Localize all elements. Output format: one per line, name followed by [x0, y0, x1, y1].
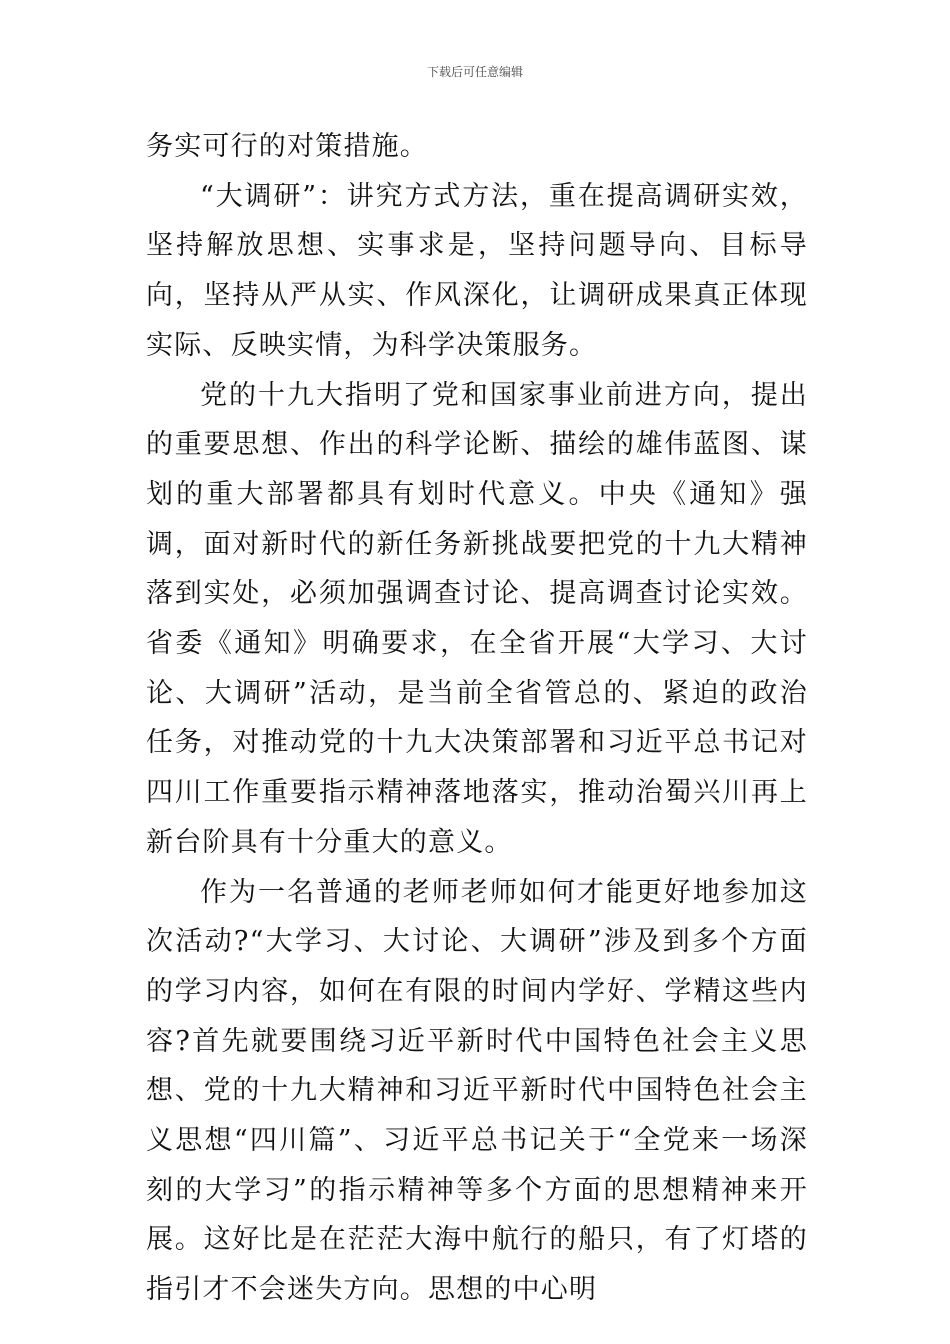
paragraph-3: 党的十九大指明了党和国家事业前进方向，提出的重要思想、作出的科学论断、描绘的雄伟蓝图、谋划的重大部署都具有划时代意义。中央《通知》强调，面对新时代的新任务新挑战要把党的十九大精神落到实处，必须加强调查讨论、提高调查讨论实效。省委《通知》明确要求，在全省开展“大学习、大讨论、大调研”活动，是当前全省管总的、紧迫的政治任务，对推动党的十九大决策部署和习近平总书记对四川工作重要指示精神落地落实，推动治蜀兴川再上新台阶具有十分重大的意义。 [146, 379, 808, 858]
page-header-note: 下载后可任意编辑 [426, 65, 523, 79]
document-body [146, 122, 808, 1315]
paragraph-1: 务实可行的对策措施。 [146, 131, 428, 162]
paragraph-2: “大调研”：讲究方式方法，重在提高调研实效，坚持解放思想、实事求是，坚持问题导向、目标导向，坚持从严从实、作风深化，让调研成果真正体现实际、反映实情，为科学决策服务。 [146, 180, 808, 361]
paragraph-4: 作为一名普通的老师老师如何才能更好地参加这次活动?“大学习、大讨论、大调研”涉及到多个方面的学习内容，如何在有限的时间内学好、学精这些内容?首先就要围绕习近平新时代中国特色社会主义思想、党的十九大精神和习近平新时代中国特色社会主义思想“四川篇”、习近平总书记关于“全党来一场深刻的大学习”的指示精神等多个方面的思想精神来开展。这好比是在茫茫大海中航行的船只，有了灯塔的指引才不会迷失方向。思想的中心明 [146, 876, 808, 1306]
